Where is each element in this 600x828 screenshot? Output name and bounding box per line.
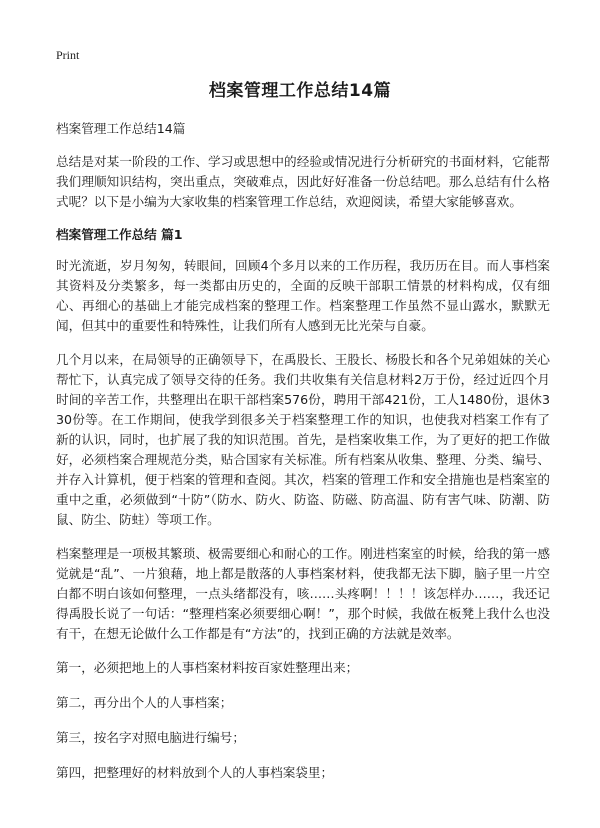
- document-title: 档案管理工作总结14篇: [208, 81, 392, 101]
- step-item: 第三，按名字对照电脑进行编号；: [56, 730, 245, 745]
- step-item: 第一，必须把地上的人事档案材料按百家姓整理出来；: [56, 660, 359, 675]
- body-paragraph: 档案整理是一项极其繁琐、极需要细心和耐心的工作。刚进档案室的时候，给我的第一感觉就是“乱”、一片狼藉，地上都是散落的人事档案材料，使我都无法下脚，脑子里一片空白都不明白该如何整理，一点头绪都没有，咳……头疼啊！！！！该怎样办……，我还记得禹股长说了一句话：“整理档案必须要细心啊！”，那个时候，我做在板凳上我什么也没有干，在想无论做什么工作都是有“方法”的，找到正确的方法就是效率。: [56, 546, 550, 641]
- document-body: [56, 120, 550, 798]
- print-link[interactable]: Print: [56, 48, 80, 62]
- body-paragraph: 时光流逝，岁月匆匆，转眼间，回顾4个多月以来的工作历程，我历历在目。而人事档案其资料及分类繁多，每一类都由历史的，全面的反映干部职工情景的材料构成，仅有细心、再细心的基础上才能完成档案的整理工作。档案整理工作虽然不显山露水，默默无闻，但其中的重要性和特殊性，让我们所有人感到无比光荣与自豪。: [56, 258, 550, 333]
- step-item: 第四，把整理好的材料放到个人的人事档案袋里；: [56, 765, 334, 780]
- document-subtitle: 档案管理工作总结14篇: [56, 121, 186, 136]
- section-heading: 档案管理工作总结 篇1: [56, 227, 183, 242]
- step-item: 第二，再分出个人的人事档案；: [56, 695, 233, 710]
- intro-paragraph: 总结是对某一阶段的工作、学习或思想中的经验或情况进行分析研究的书面材料，它能帮我们理顺知识结构，突出重点，突破难点，因此好好准备一份总结吧。那么总结有什么格式呢？以下是小编为大家收集的档案管理工作总结，欢迎阅读，希望大家能够喜欢。: [56, 154, 550, 209]
- body-paragraph: 几个月以来，在局领导的正确领导下，在禹股长、王股长、杨股长和各个兄弟姐妹的关心帮忙下，认真完成了领导交待的任务。我们共收集有关信息材料2万于份，经过近四个月时间的辛苦工作，共整理出在职干部档案576份，聘用干部421份，工人1480份，退休330份等。在工作期间，使我学到很多关于档案整理工作的知识，也使我对档案工作有了新的认识，同时，也扩展了我的知识范围。首先，是档案收集工作，为了更好的把工作做好，必须档案合理规范分类，贴合国家有关标准。所有档案从收集、整理、分类、编号、并存入计算机，便于档案的管理和查阅。其次，档案的管理工作和安全措施也是档案室的重中之重，必须做到“十防”（防水、防火、防盗、防磁、防高温、防有害气味、防潮、防鼠、防尘、防蛀）等项工作。: [56, 352, 550, 527]
